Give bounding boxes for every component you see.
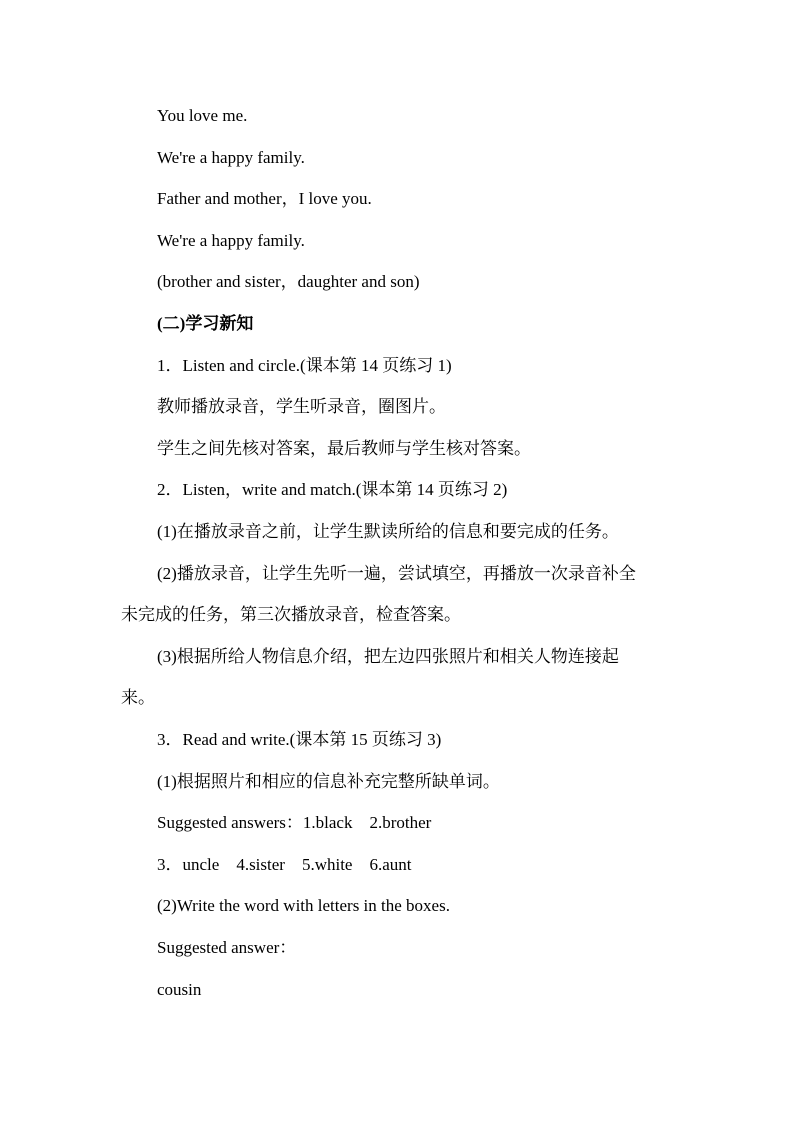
text-line: Father and mother，I love you. [157,189,372,208]
section-heading: (二)学习新知 [157,314,254,333]
answer-line: Suggested answer： [157,938,297,957]
answer-line: cousin [157,980,202,999]
text-line: (1)根据照片和相应的信息补充完整所缺单词。 [157,772,500,791]
text-line: (1)在播放录音之前，让学生默读所给的信息和要完成的任务。 [157,522,619,541]
text-line: (2)播放录音，让学生先听一遍，尝试填空，再播放一次录音补全 [157,564,636,583]
answer-line: 3．uncle 4.sister 5.white 6.aunt [157,855,412,874]
text-line: (3)根据所给人物信息介绍，把左边四张照片和相关人物连接起 [157,647,619,666]
answer-line: Suggested answers：1.black 2.brother [157,813,432,832]
text-line: 学生之间先核对答案，最后教师与学生核对答案。 [157,439,531,458]
exercise-heading: 1．Listen and circle.(课本第 14 页练习 1) [157,356,452,375]
text-line: You love me. [157,106,248,125]
text-line: We're a happy family. [157,231,305,250]
text-line: 未完成的任务，第三次播放录音，检查答案。 [121,605,461,624]
text-line: (brother and sister，daughter and son) [157,272,420,291]
exercise-heading: 3．Read and write.(课本第 15 页练习 3) [157,730,442,749]
text-line: 来。 [121,688,155,707]
text-line: 教师播放录音，学生听录音，圈图片。 [157,397,446,416]
text-line: (2)Write the word with letters in the boxes. [157,896,450,915]
exercise-heading: 2．Listen，write and match.(课本第 14 页练习 2) [157,480,508,499]
text-line: We're a happy family. [157,148,305,167]
